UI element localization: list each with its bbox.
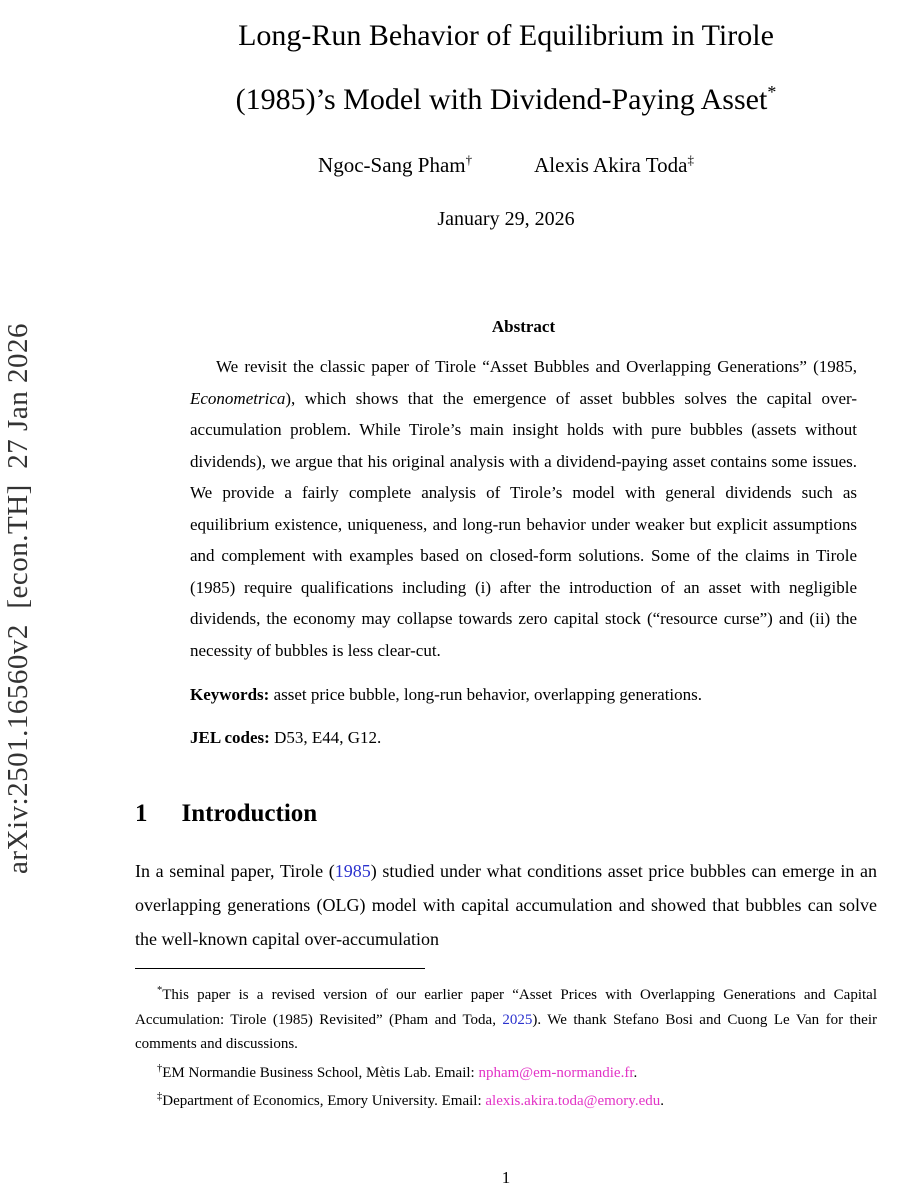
abstract-text — [190, 351, 857, 666]
abstract-heading: Abstract — [491, 317, 556, 336]
footnote-thanks — [135, 979, 877, 1057]
author-2 — [534, 152, 694, 178]
abstract-seg2: ), which shows that the emergence of asset bubbles solves the capital over-accumulation problem. While Tirole’s main insight holds with pure bubbles (assets without dividends), we argue that his original analysis with a dividend-paying asset contains some issues. We provide a fairly complete analysis of Tirole’s model with general dividends such as equilibrium existence, uniqueness, and long-run behavior under weaker but explicit assumptions and complement with examples based on closed-form solutions. Some of the claims in Tirole (1985) require qualifications including (i) after the introduction of an asset with negligible dividends, the economy may collapse towards zero capital stock (“resource curse”) and (ii) the necessity of bubbles is less clear-cut. — [190, 388, 857, 660]
keywords-text: asset price bubble, long-run behavior, overlapping generations. — [269, 685, 703, 704]
abstract-seg1: We revisit the classic paper of Tirole “Asset Bubbles and Overlapping Generations” (1985, — [216, 357, 857, 376]
jel-line — [190, 725, 857, 750]
keywords-line — [190, 682, 857, 707]
intro-paragraph — [135, 854, 877, 956]
author-1 — [318, 152, 472, 178]
paper-date: January 29, 2026 — [437, 208, 575, 230]
footnote-thanks-seg1: This paper is a revised version of our earlier paper “Asset Prices with Overlapping Generations and Capital Accumulation: Tirole (1985) Revisited” (Pham and Toda, — [135, 987, 877, 1028]
jel-text: D53, E44, G12. — [269, 728, 382, 747]
jel-label: JEL codes: — [190, 728, 270, 747]
footnote-author-1-mark: † — [157, 1062, 163, 1074]
footnote-author-1 — [135, 1057, 877, 1086]
page-number: 1 — [501, 1168, 511, 1187]
citation-link-pham-toda-2025[interactable]: 2025 — [502, 1011, 533, 1028]
abstract-block — [190, 317, 857, 750]
abstract-journal-italic: Econometrica — [190, 388, 286, 408]
section-title: Introduction — [181, 800, 318, 827]
intro-seg1: In a seminal paper, Tirole ( — [135, 861, 335, 881]
email-link-pham[interactable]: npham@em-normandie.fr — [478, 1064, 634, 1081]
footnote-author-1-seg2: . — [633, 1064, 638, 1081]
footnote-thanks-mark: * — [157, 985, 163, 996]
footnotes-block — [135, 968, 877, 1114]
footnote-author-2-seg2: . — [660, 1093, 664, 1109]
author-1-name: Ngoc-Sang Pham — [318, 153, 466, 177]
keywords-label: Keywords: — [190, 685, 270, 704]
footnote-author-2-mark: ‡ — [157, 1091, 163, 1102]
title-line1: Long-Run Behavior of Equilibrium in Tirole — [238, 19, 774, 52]
citation-link-tirole-1985[interactable]: 1985 — [334, 861, 371, 881]
intro-seg2: ) studied under what conditions asset price bubbles can emerge in an overlapping generations (OLG) model with capital accumulation and showed that bubbles can solve the well-known capital over-accumulation — [135, 861, 877, 949]
footnote-author-2-seg1: Department of Economics, Emory University. Email: — [162, 1093, 486, 1109]
paper-content — [135, 0, 877, 1187]
author-1-footnote-mark: † — [465, 152, 473, 167]
author-2-footnote-mark: ‡ — [687, 152, 694, 167]
paper-title — [135, 8, 877, 128]
footnote-author-2 — [135, 1085, 877, 1114]
section-heading-introduction — [135, 800, 877, 828]
title-line2: (1985)’s Model with Dividend-Paying Asset — [235, 83, 768, 116]
footnote-author-1-seg1: EM Normandie Business School, Mètis Lab. Email: — [162, 1064, 479, 1081]
footnote-rule — [135, 968, 425, 969]
email-link-toda[interactable]: alexis.akira.toda@emory.edu — [485, 1093, 661, 1109]
section-number: 1 — [135, 800, 148, 827]
author-2-name: Alexis Akira Toda — [534, 153, 688, 177]
authors-row — [135, 152, 877, 178]
title-thanks-mark: * — [767, 82, 777, 102]
footnote-thanks-seg2: ). We thank Stefano Bosi and Cuong Le Van for their comments and discussions. — [135, 1011, 877, 1052]
arxiv-watermark: arXiv:2501.16560v2 [econ.TH] 27 Jan 2026 — [2, 323, 34, 874]
